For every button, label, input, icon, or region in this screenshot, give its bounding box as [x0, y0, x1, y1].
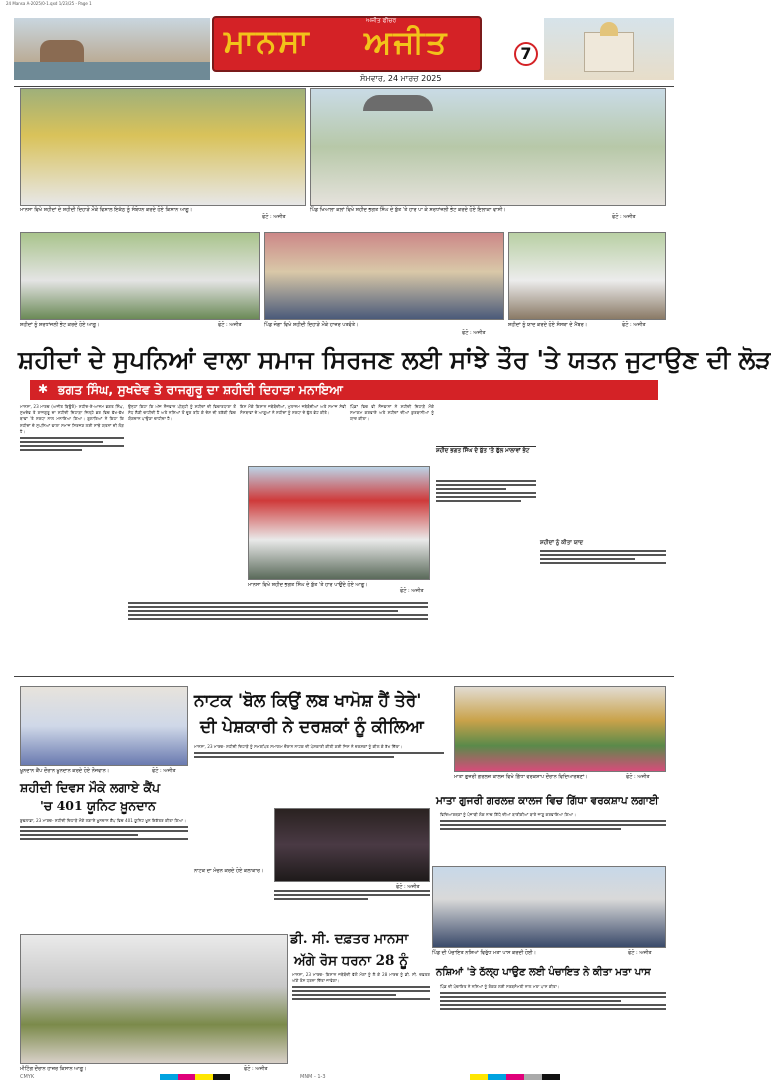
lead-col-4 [350, 404, 434, 464]
caption-blood-camp: ਖ਼ੂਨਦਾਨ ਕੈਂਪ ਦੌਰਾਨ ਖ਼ੂਨਦਾਨ ਕਰਦੇ ਹੋਏ ਨੌਜਵਾਨ। [20, 768, 110, 774]
lead-col-1-text: ਮਾਨਸਾ, 23 ਮਾਰਚ (ਅਜੀਤ ਬਿਊਰੋ)- ਸ਼ਹੀਦ-ਏ-ਆਜ਼ਮ ਭਗਤ ਸਿੰਘ, ਸੁਖਦੇਵ ਤੇ ਰਾਜਗੁਰੂ ਦਾ ਸ਼ਹੀਦੀ ਦਿਹਾੜਾ ਜ਼ਿਲ੍ਹੇ ਭਰ ਵਿਚ ਵੱਖ-ਵੱਖ ਥਾਵਾਂ 'ਤੇ ਸ਼ਰਧਾ ਨਾਲ ਮਨਾਇਆ ਗਿਆ। ਬੁਲਾਰਿਆਂ ਨੇ ਕਿਹਾ ਕਿ ਸ਼ਹੀਦਾਂ ਦੇ ਸੁਪਨਿਆਂ ਵਾਲਾ ਸਮਾਜ ਸਿਰਜਣ ਲਈ ਸਾਂਝੇ ਯਤਨਾਂ ਦੀ ਲੋੜ ਹੈ। [20, 404, 124, 434]
photo-tribute [20, 232, 260, 320]
lead-lower-text [128, 600, 428, 670]
photo-gathering [20, 88, 306, 206]
blood-headline-1: ਸ਼ਹੀਦੀ ਦਿਵਸ ਮੌਕੇ ਲਗਾਏ ਕੈਂਪ [20, 780, 161, 795]
caption-tribute: ਸ਼ਹੀਦਾਂ ਨੂੰ ਸ਼ਰਧਾਂਜਲੀ ਭੇਟ ਕਰਦੇ ਹੋਏ ਆਗੂ। [20, 322, 100, 328]
caption-gathering: ਮਾਨਸਾ ਵਿਖੇ ਸ਼ਹੀਦਾਂ ਦੇ ਸ਼ਹੀਦੀ ਦਿਹਾੜੇ ਮੌਕੇ ਵਿਸ਼ਾਲ ਇਕੱਠ ਨੂੰ ਸੰਬੋਧਨ ਕਰਦੇ ਹੋਏ ਕਿਸਾਨ ਆਗੂ। [20, 207, 193, 213]
color-registration-bar-2 [470, 1074, 560, 1080]
dc-body-text: ਮਾਨਸਾ, 23 ਮਾਰਚ- ਕਿਸਾਨ ਜਥੇਬੰਦੀ ਵੱਲੋਂ ਮੰਗਾਂ ਨੂੰ ਲੈ ਕੇ 28 ਮਾਰਚ ਨੂੰ ਡੀ. ਸੀ. ਦਫ਼ਤਰ ਅੱਗੇ ਰੋਸ ਧਰਨਾ ਦਿੱਤਾ ਜਾਵੇਗਾ। [292, 972, 430, 984]
masthead-title-right: ਅਜੀਤ [364, 23, 449, 61]
page-number: 7 [514, 42, 538, 66]
lead-col-2 [128, 404, 236, 564]
photo-panchayat [432, 866, 666, 948]
drugs-body [440, 984, 666, 1064]
masthead-date: ਸੋਮਵਾਰ, 24 ਮਾਰਚ 2025 [360, 74, 442, 83]
caption-gidha: ਮਾਤਾ ਗੁਜਰੀ ਗਰਲਜ਼ ਕਾਲਜ ਵਿਖੇ ਗਿੱਧਾ ਵਰਕਸ਼ਾਪ ਦੌਰਾਨ ਵਿਦਿਆਰਥਣਾਂ। [454, 774, 588, 780]
dc-body [292, 972, 430, 1062]
masthead-title-left: ਮਾਨਸਾ [224, 22, 311, 60]
masthead [14, 14, 674, 84]
photo-lead [248, 466, 430, 580]
blood-headline-2: 'ਚ 401 ਯੂਨਿਟ ਖ਼ੂਨਦਾਨ [40, 798, 156, 813]
photo-blood-camp [20, 686, 188, 766]
caption-village: ਪਿੰਡ ਜੋਗਾ ਵਿਖੇ ਸ਼ਹੀਦੀ ਦਿਹਾੜੇ ਮੌਕੇ ਹਾਜ਼ਰ ਪਤਵੰਤੇ। [264, 322, 359, 328]
credit-members: ਫੋਟੋ : ਅਜੀਤ [622, 322, 646, 328]
footer-right: MNM - 1-3 [300, 1074, 326, 1080]
blood-body-text: ਬੁਢਲਾਡਾ, 23 ਮਾਰਚ- ਸ਼ਹੀਦੀ ਦਿਹਾੜੇ ਮੌਕੇ ਲਗਾਏ ਖ਼ੂਨਦਾਨ ਕੈਂਪ ਵਿਚ 401 ਯੂਨਿਟ ਖ਼ੂਨ ਇਕੱਤਰ ਕੀਤਾ ਗਿਆ। [20, 818, 187, 823]
credit-gathering: ਫੋਟੋ : ਅਜੀਤ [262, 214, 286, 220]
natak-headline-1: ਨਾਟਕ 'ਬੋਲ ਕਿਉਂ ਲਬ ਖਾਮੋਸ਼ ਹੈਂ ਤੇਰੇ' [194, 691, 422, 711]
natak-body-text: ਮਾਨਸਾ, 23 ਮਾਰਚ- ਸ਼ਹੀਦੀ ਦਿਹਾੜੇ ਨੂੰ ਸਮਰਪਿਤ ਸਮਾਗਮ ਦੌਰਾਨ ਨਾਟਕ ਦੀ ਪੇਸ਼ਕਾਰੀ ਕੀਤੀ ਗਈ ਜਿਸ ਨੇ ਦਰਸ਼ਕਾਂ ਨੂੰ ਕੀਲ ਕੇ ਰੱਖ ਦਿੱਤਾ। [194, 744, 403, 749]
drugs-headline: ਨਸ਼ਿਆਂ 'ਤੇ ਠੱਲ੍ਹ ਪਾਉਣ ਲਈ ਪੰਚਾਇਤ ਨੇ ਕੀਤਾ ਮਤਾ ਪਾਸ [436, 967, 651, 978]
lead-col-3 [240, 404, 346, 464]
dc-headline-1: ਡੀ. ਸੀ. ਦਫ਼ਤਰ ਮਾਨਸਾ [290, 931, 409, 947]
print-slug: 24 Mansa A-2025/0-1.qxd 1/23/25 - Page 1 [6, 1, 92, 6]
caption-meeting: ਮੀਟਿੰਗ ਦੌਰਾਨ ਹਾਜ਼ਰ ਕਿਸਾਨ ਆਗੂ। [20, 1066, 87, 1072]
gidha-body [440, 812, 666, 862]
caption-stage: ਨਾਟਕ ਦਾ ਮੰਚਨ ਕਰਦੇ ਹੋਏ ਕਲਾਕਾਰ। [194, 868, 264, 874]
lead-col-3-text: ਇਸ ਮੌਕੇ ਕਿਸਾਨ ਜਥੇਬੰਦੀਆਂ, ਮੁਲਾਜ਼ਮ ਜਥੇਬੰਦੀਆਂ ਅਤੇ ਸਮਾਜ ਸੇਵੀ ਸੰਸਥਾਵਾਂ ਦੇ ਆਗੂਆਂ ਨੇ ਸ਼ਹੀਦਾਂ ਨੂੰ ਸ਼ਰਧਾ ਦੇ ਫੁੱਲ ਭੇਟ ਕੀਤੇ। [240, 404, 346, 416]
dc-headline-2: ਅੱਗੇ ਰੋਸ ਧਰਨਾ 28 ਨੂੰ [294, 953, 408, 969]
lead-box-title: ਸ਼ਹੀਦ ਭਗਤ ਸਿੰਘ ਦੇ ਬੁੱਤ 'ਤੇ ਫੁੱਲ ਮਾਲਾਵਾਂ ਭੇਟ [436, 448, 530, 454]
credit-panchayat: ਫੋਟੋ : ਅਜੀਤ [628, 950, 652, 956]
drugs-body-text: ਪਿੰਡ ਦੀ ਪੰਚਾਇਤ ਨੇ ਨਸ਼ਿਆਂ ਨੂੰ ਰੋਕਣ ਲਈ ਸਰਬਸੰਮਤੀ ਨਾਲ ਮਤਾ ਪਾਸ ਕੀਤਾ। [440, 984, 560, 989]
credit-tribute: ਫੋਟੋ : ਅਜੀਤ [218, 322, 242, 328]
gidha-headline: ਮਾਤਾ ਗੁਜਰੀ ਗਰਲਜ਼ ਕਾਲਜ ਵਿਚ ਗਿੱਧਾ ਵਰਕਸ਼ਾਪ ਲਗਾਈ [436, 795, 659, 807]
photo-statue [310, 88, 666, 206]
masthead-tag: ਅਜੀਤ ਫੀਚਰ [366, 17, 397, 24]
lead-headline: ਸ਼ਹੀਦਾਂ ਦੇ ਸੁਪਨਿਆਂ ਵਾਲਾ ਸਮਾਜ ਸਿਰਜਣ ਲਈ ਸਾਂਝੇ ਤੌਰ 'ਤੇ ਯਤਨ ਜੁਟਾਉਣ ਦੀ ਲੋੜ [18, 345, 771, 374]
credit-gidha: ਫੋਟੋ : ਅਜੀਤ [626, 774, 650, 780]
lead-col-2-text: ਉਨ੍ਹਾਂ ਕਿਹਾ ਕਿ ਅੱਜ ਨੌਜਵਾਨ ਪੀੜ੍ਹੀ ਨੂੰ ਸ਼ਹੀਦਾਂ ਦੀ ਵਿਚਾਰਧਾਰਾ ਤੋਂ ਸੇਧ ਲੈਣੀ ਚਾਹੀਦੀ ਹੈ ਅਤੇ ਨਸ਼ਿਆਂ ਤੋਂ ਦੂਰ ਰਹਿ ਕੇ ਦੇਸ਼ ਦੀ ਤਰੱਕੀ ਵਿਚ ਯੋਗਦਾਨ ਪਾਉਣਾ ਚਾਹੀਦਾ ਹੈ। [128, 404, 236, 422]
masthead-banner [212, 16, 482, 72]
lead-right-text [436, 478, 536, 638]
natak-body [194, 744, 444, 804]
caption-statue: ਪਿੰਡ ਖਿਆਲਾ ਕਲਾਂ ਵਿਖੇ ਸ਼ਹੀਦ ਭਗਤ ਸਿੰਘ ਦੇ ਬੁੱਤ 'ਤੇ ਹਾਰ ਪਾ ਕੇ ਸ਼ਰਧਾਂਜਲੀ ਭੇਟ ਕਰਦੇ ਹੋਏ ਇਲਾਕਾ ਵਾਸੀ। [310, 207, 506, 213]
lead-subhead [30, 380, 658, 400]
natak-lower-text [274, 888, 430, 928]
lead-subhead-text: ਭਗਤ ਸਿੰਘ, ਸੁਖਦੇਵ ਤੇ ਰਾਜਗੁਰੂ ਦਾ ਸ਼ਹੀਦੀ ਦਿਹਾੜਾ ਮਨਾਇਆ [58, 382, 343, 397]
caption-panchayat: ਪਿੰਡ ਦੀ ਪੰਚਾਇਤ ਨਸ਼ਿਆਂ ਵਿਰੁੱਧ ਮਤਾ ਪਾਸ ਕਰਦੀ ਹੋਈ। [432, 950, 537, 956]
caption-members: ਸ਼ਹੀਦਾਂ ਨੂੰ ਯਾਦ ਕਰਦੇ ਹੋਏ ਸੰਸਥਾ ਦੇ ਮੈਂਬਰ। [508, 322, 588, 328]
gidha-body-text: ਵਿਦਿਆਰਥਣਾਂ ਨੂੰ ਪੰਜਾਬੀ ਲੋਕ ਨਾਚ ਗਿੱਧੇ ਦੀਆਂ ਬਾਰੀਕੀਆਂ ਬਾਰੇ ਜਾਣੂ ਕਰਵਾਇਆ ਗਿਆ। [440, 812, 577, 817]
credit-meeting: ਫੋਟੋ : ਅਜੀਤ [244, 1066, 268, 1072]
natak-headline-2: ਦੀ ਪੇਸ਼ਕਾਰੀ ਨੇ ਦਰਸ਼ਕਾਂ ਨੂੰ ਕੀਲਿਆ [200, 717, 424, 737]
lead-col-4-text: ਪਿੰਡਾਂ ਵਿਚ ਵੀ ਨੌਜਵਾਨਾਂ ਨੇ ਸ਼ਹੀਦੀ ਦਿਹਾੜੇ ਮੌਕੇ ਸਮਾਗਮ ਕਰਵਾਏ ਅਤੇ ਸ਼ਹੀਦਾਂ ਦੀਆਂ ਕੁਰਬਾਨੀਆਂ ਨੂੰ ਯਾਦ ਕੀਤਾ। [350, 404, 434, 422]
credit-village: ਫੋਟੋ : ਅਜੀਤ [462, 330, 486, 336]
photo-meeting [20, 934, 288, 1064]
caption-lead: ਮਾਨਸਾ ਵਿਖੇ ਸ਼ਹੀਦ ਭਗਤ ਸਿੰਘ ਦੇ ਬੁੱਤ 'ਤੇ ਹਾਰ ਪਾਉਂਦੇ ਹੋਏ ਆਗੂ। [248, 582, 368, 588]
photo-stage [274, 808, 430, 882]
photo-gidha [454, 686, 666, 772]
credit-blood-camp: ਫੋਟੋ : ਅਜੀਤ [152, 768, 176, 774]
lead-box [436, 446, 536, 476]
masthead-left-photo [14, 18, 210, 80]
lead-col-1 [20, 404, 124, 668]
lead-far-right-text [540, 404, 666, 668]
star-icon: ✱ [38, 382, 49, 396]
credit-stage: ਫੋਟੋ : ਅਜੀਤ [396, 884, 420, 890]
masthead-right-photo [544, 18, 674, 80]
footer-cmyk: CMYK [20, 1074, 35, 1080]
color-registration-bar [160, 1074, 230, 1080]
blood-body [20, 818, 188, 930]
photo-members [508, 232, 666, 320]
photo-village [264, 232, 504, 320]
lead-box2-title: ਸ਼ਹੀਦਾਂ ਨੂੰ ਕੀਤਾ ਯਾਦ [540, 540, 583, 546]
credit-lead: ਫੋਟੋ : ਅਜੀਤ [400, 588, 424, 594]
credit-statue: ਫੋਟੋ : ਅਜੀਤ [612, 214, 636, 220]
